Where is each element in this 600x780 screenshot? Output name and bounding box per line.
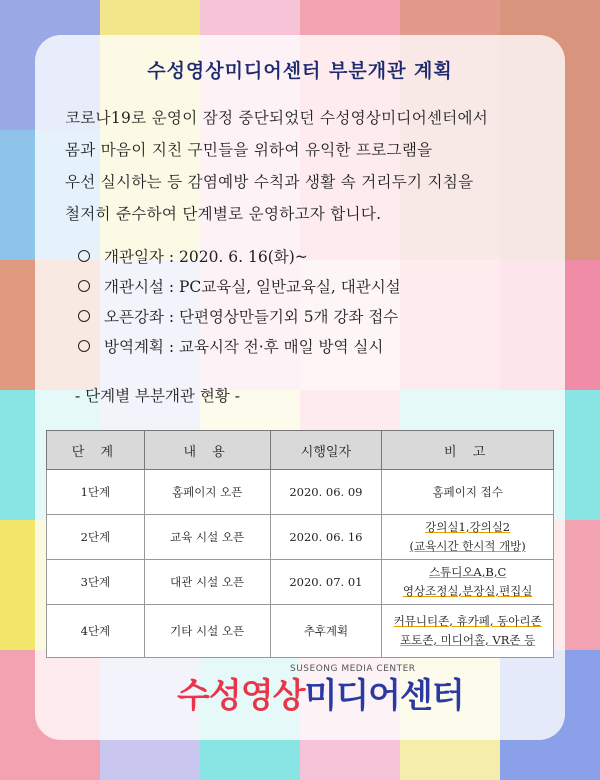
- circle-icon: [78, 340, 90, 352]
- cell-content: 교육 시설 오픈: [144, 515, 270, 560]
- cell-content: 기타 시설 오픈: [144, 605, 270, 658]
- cell-stage: 3단계: [47, 560, 145, 605]
- cell-note: [382, 470, 554, 515]
- intro-line: 철저히 준수하여 단계별로 운영하고자 합니다.: [65, 205, 382, 223]
- circle-icon: [78, 310, 90, 322]
- logo-text-part: 영: [240, 676, 273, 716]
- info-bullets: [78, 242, 401, 362]
- note-line: 커뮤니티존, 휴카페, 동아리존: [393, 614, 542, 628]
- circle-icon: [78, 250, 90, 262]
- cell-note: [382, 560, 554, 605]
- stage-table: [46, 430, 554, 658]
- bullet-label: 오픈강좌: [104, 308, 164, 326]
- section-title: - 단계별 부분개관 현황 -: [75, 387, 240, 405]
- intro-line: 코로나19로 운영이 잠정 중단되었던 수성영상미디어센터에서: [65, 109, 489, 127]
- note-line: 스튜디오A,B,C: [429, 565, 507, 579]
- header-note: 비 고: [382, 431, 554, 470]
- bullet-value: 단편영상만들기외 5개 강좌 접수: [178, 308, 399, 326]
- logo-english-text: SUSEONG MEDIA CENTER: [290, 664, 416, 674]
- cell-note: [382, 605, 554, 658]
- cell-date: 2020. 06. 09: [270, 470, 382, 515]
- note-line: 강의실1,강의실2: [425, 520, 511, 534]
- intro-line: 우선 실시하는 등 감염예방 수칙과 생활 속 거리두기 지침을: [65, 173, 474, 191]
- logo-text-part: 어: [368, 676, 401, 716]
- bullet-item: 개관일자 : 2020. 6. 16(화)~: [78, 242, 401, 272]
- bullet-value: PC교육실, 일반교육실, 대관시설: [178, 278, 401, 296]
- cell-date: 2020. 06. 16: [270, 515, 382, 560]
- table-row: [47, 605, 554, 658]
- bullet-item: 오픈강좌 : 단편영상만들기외 5개 강좌 접수: [78, 302, 401, 332]
- table-row: [47, 515, 554, 560]
- cell-date: 추후계획: [270, 605, 382, 658]
- bullet-label: 개관시설: [104, 278, 164, 296]
- cell-stage: 1단계: [47, 470, 145, 515]
- logo-text-part: 미: [304, 676, 337, 716]
- table-row: [47, 560, 554, 605]
- table-row: [47, 470, 554, 515]
- logo-text-part: 상: [272, 676, 305, 716]
- cell-content: 대관 시설 오픈: [144, 560, 270, 605]
- cell-stage: 2단계: [47, 515, 145, 560]
- cell-content: 홈페이지 오픈: [144, 470, 270, 515]
- bullet-label: 방역계획: [104, 338, 164, 356]
- bullet-value: 교육시작 전·후 매일 방역 실시: [178, 338, 384, 356]
- header-stage: 단 계: [47, 431, 145, 470]
- cell-note: [382, 515, 554, 560]
- note-line: 영상조정실,분장실,편집실: [402, 584, 533, 598]
- note-line: 홈페이지 접수: [432, 484, 503, 499]
- note-line: (교육시간 한시적 개방): [409, 539, 526, 553]
- header-date: 시행일자: [270, 431, 382, 470]
- intro-text: [65, 102, 555, 230]
- logo-text-part: 터: [431, 676, 464, 716]
- page-title: 수성영상미디어센터 부분개관 계획: [147, 60, 453, 82]
- note-line: 포토존, 미디어홀, VR존 등: [400, 633, 536, 647]
- table-header-row: [47, 431, 554, 470]
- logo: [177, 668, 464, 717]
- bullet-item: 방역계획 : 교육시작 전·후 매일 방역 실시: [78, 332, 401, 362]
- header-content: 내 용: [144, 431, 270, 470]
- bullet-item: 개관시설 : PC교육실, 일반교육실, 대관시설: [78, 272, 401, 302]
- logo-text-part: 수: [177, 676, 209, 716]
- logo-text-part: 센: [400, 676, 432, 716]
- bullet-label: 개관일자: [104, 248, 164, 266]
- cell-date: 2020. 07. 01: [270, 560, 382, 605]
- bullet-value: 2020. 6. 16(화)~: [178, 248, 308, 266]
- intro-line: 몸과 마음이 지친 구민들을 위하여 유익한 프로그램을: [65, 141, 433, 159]
- cell-stage: 4단계: [47, 605, 145, 658]
- logo-text-part: 성: [208, 676, 241, 716]
- logo-text-part: 디: [336, 676, 369, 716]
- circle-icon: [78, 280, 90, 292]
